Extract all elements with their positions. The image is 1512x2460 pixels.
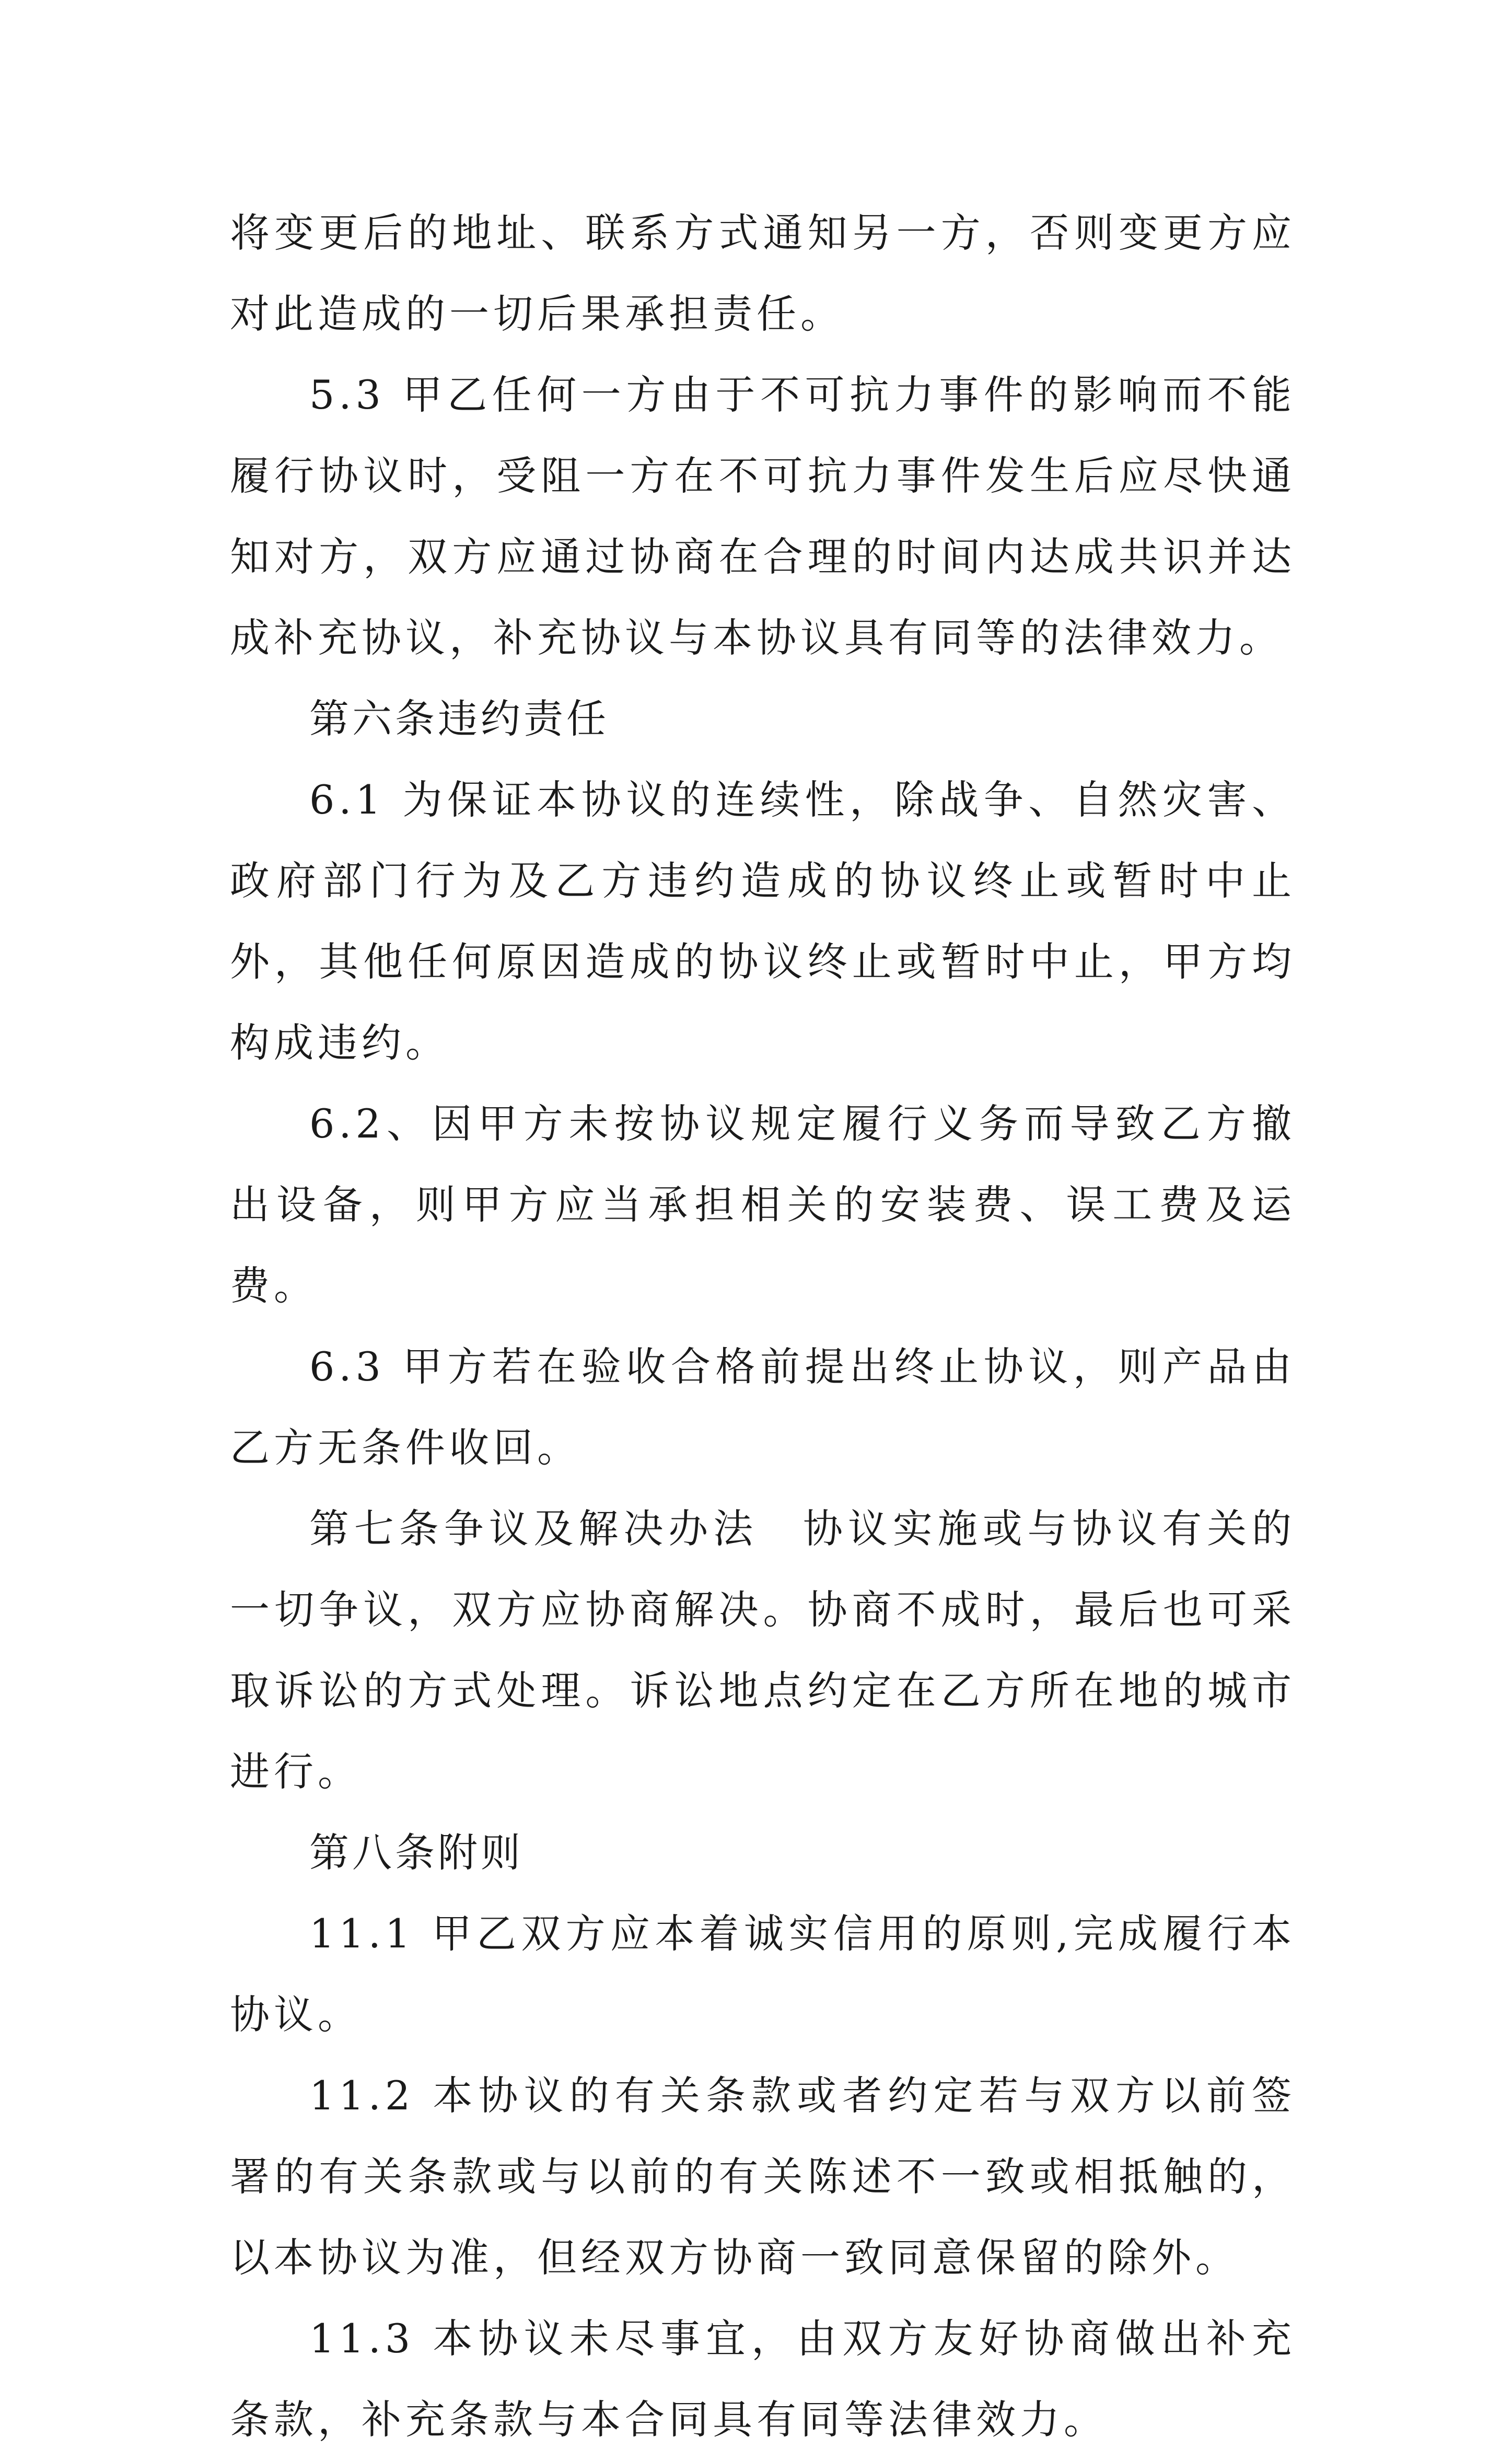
document-body [230,192,1296,2460]
clause-11-2: 11.2 本协议的有关条款或者约定若与双方以前签署的有关条款或与以前的有关陈述不一致或相抵触的，以本协议为准，但经双方协商一致同意保留的除外。 [230,2072,1296,2281]
clause-11-3: 11.3 本协议未尽事宜，由双方友好协商做出补充条款，补充条款与本合同具有同等法律效力。 [230,2315,1296,2443]
clause-6-2: 6.2、因甲方未按协议规定履行义务而导致乙方撤出设备，则甲方应当承担相关的安装费、误工费及运费。 [230,1100,1296,1309]
clause-11-1: 11.1 甲乙双方应本着诚实信用的原则,完成履行本协议。 [230,1910,1296,2038]
clause-6-3: 6.3 甲方若在验收合格前提出终止协议，则产品由乙方无条件收回。 [230,1343,1296,1471]
clause-6-1: 6.1 为保证本协议的连续性，除战争、自然灾害、政府部门行为及乙方违约造成的协议终止或暂时中止外，其他任何原因造成的协议终止或暂时中止，甲方均构成违约。 [230,776,1296,1066]
paragraph-address-change-continued: 将变更后的地址、联系方式通知另一方，否则变更方应对此造成的一切后果承担责任。 [230,210,1296,337]
article-8-heading: 第八条附则 [309,1829,524,1876]
article-6-heading: 第六条违约责任 [309,695,609,742]
clause-5-3-force-majeure: 5.3 甲乙任何一方由于不可抗力事件的影响而不能履行协议时，受阻一方在不可抗力事件发生后应尽快通知对方，双方应通过协商在合理的时间内达成共识并达成补充协议，补充协议与本协议具有同等的法律效力。 [230,372,1296,661]
article-7-dispute-resolution: 第七条争议及解决办法 协议实施或与协议有关的一切争议，双方应协商解决。协商不成时，最后也可采取诉讼的方式处理。诉讼地点约定在乙方所在地的城市进行。 [230,1505,1296,1795]
